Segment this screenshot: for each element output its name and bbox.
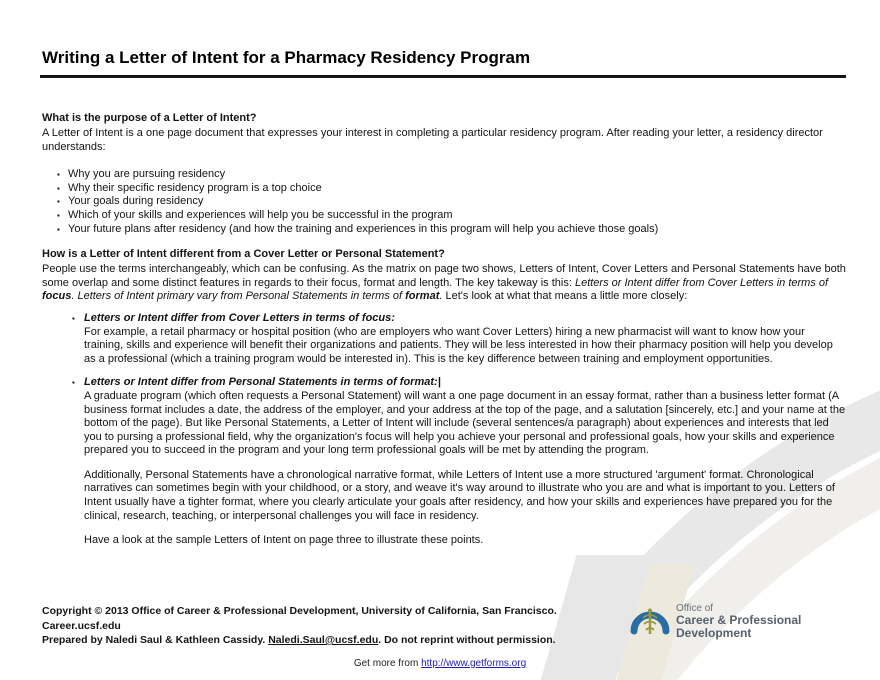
section-difference-intro <box>42 263 846 304</box>
email-link[interactable]: Naledi.Saul@ucsf.edu <box>268 634 379 646</box>
format-bullet-body: A graduate program (which often requests a Personal Statement) will want a one page document in an essay format, rather than a business letter format (A business format includes a date, the address of the employer, and your address at the top of the page, and a salutation [sincerely, etc.] and your name at the bottom of the page). But like Personal Statements, a Letter of Intent will include (several sentences/a paragraph) about experiences and interests that led you to pursing a professional field, why the organization's focus will help you achieve your personal and professional goals, how your skills and experience prepared you to succeed in the program and your long term professional goals will be met by attending the program. <box>84 389 846 457</box>
section-difference-heading: How is a Letter of Intent different from a Cover Letter or Personal Statement? <box>42 248 445 261</box>
prepared-by-suffix: . Do not reprint without permission. <box>378 634 556 646</box>
difference-bullet-list <box>72 312 846 458</box>
list-item: ▪ Which of your skills and experiences will help you be successful in the program <box>57 209 846 223</box>
section-purpose-intro: A Letter of Intent is a one page document that expresses your interest in completing a particular residency program. After reading your letter, a residency director understands: <box>42 127 823 153</box>
focus-bullet-body: For example, a retail pharmacy or hospital position (who are employers who want Cover Letters) hiring a new pharmacist will want to know how your training, skills and experience will benefit their organizations and patients. They will be less interested in how their pharmacy position will help you develop as a professional (which a training program would be interested in). This is the key difference between training and employment opportunities. <box>84 325 833 365</box>
purpose-bullet-list <box>57 168 846 236</box>
list-item: ▪ Why their specific residency program is a top choice <box>57 182 846 196</box>
intro-plain-2: Let's look at what that means a little more closely: <box>445 290 688 303</box>
section-purpose-heading: What is the purpose of a Letter of Intent? <box>42 112 257 124</box>
copyright-line: Copyright © 2013 Office of Career & Professional Development, University of California, San Francisco. Career.ucsf.edu <box>42 605 557 632</box>
intro-italic-1: Letters or Intent differ from Cover Letters in terms of <box>574 276 829 289</box>
focus-bullet-heading: Letters or Intent differ from Cover Letters in terms of focus: <box>84 311 395 324</box>
list-item-format <box>72 376 846 458</box>
getforms-link[interactable]: http://www.getforms.org <box>421 658 527 669</box>
logo-line-career-dev: Career & Professional Development <box>675 612 802 640</box>
paragraph-additional: Additionally, Personal Statements have a chronological narrative format, while Letters of Intent use a more structured 'argument' format. Chronological narratives can sometimes begin with your childhood, or a story, and weave it's way around to illustrate who you are and what is important to you. Letters of Intent usually have a tighter format, where you clearly articulate your goals after residency, and how your skills and experiences have prepared you for the clinical, research, teaching, or interpersonal challenges you will face in residency. <box>84 468 835 522</box>
list-item: ▪ Your goals during residency <box>57 195 846 209</box>
prepared-by-prefix: Prepared by Naledi Saul & Kathleen Cassidy. <box>42 634 269 646</box>
ucsf-ocpd-logo <box>630 598 880 644</box>
intro-italic-3: . <box>439 290 446 303</box>
copyright-footer <box>42 604 622 648</box>
page-title: Writing a Letter of Intent for a Pharmacy Residency Program <box>42 48 531 67</box>
getforms-prefix: Get more from <box>353 658 422 669</box>
intro-bold-italic-1: focus <box>42 290 72 303</box>
format-bullet-heading: Letters or Intent differ from Personal Statements in terms of format:| <box>84 376 441 389</box>
logo-text <box>676 603 880 640</box>
intro-bold-italic-2: format <box>405 290 440 303</box>
logo-line-office-of: Office of <box>675 602 714 614</box>
prepared-by-line <box>42 633 622 648</box>
title-divider <box>40 75 846 78</box>
list-item: ▪ Why you are pursuing residency <box>57 168 846 182</box>
paragraph-sample-note: Have a look at the sample Letters of Intent on page three to illustrate these points. <box>84 534 484 547</box>
arch-caduceus-icon <box>630 598 670 644</box>
intro-plain-1: People use the terms interchangeably, which can be confusing. As the matrix on page two shows, Letters of Intent, Cover Letters and Personal Statements have both some overlap and some distinct features in regards to their focus, format and length. The key takeway is this: <box>42 263 846 289</box>
list-item-focus <box>72 312 846 366</box>
intro-italic-2: . Letters of Intent primary vary from Personal Statements in terms of <box>71 290 406 303</box>
list-item: ▪ Your future plans after residency (and how the training and experiences in this program will help you achieve those goals) <box>57 223 846 237</box>
getforms-note <box>0 658 880 669</box>
